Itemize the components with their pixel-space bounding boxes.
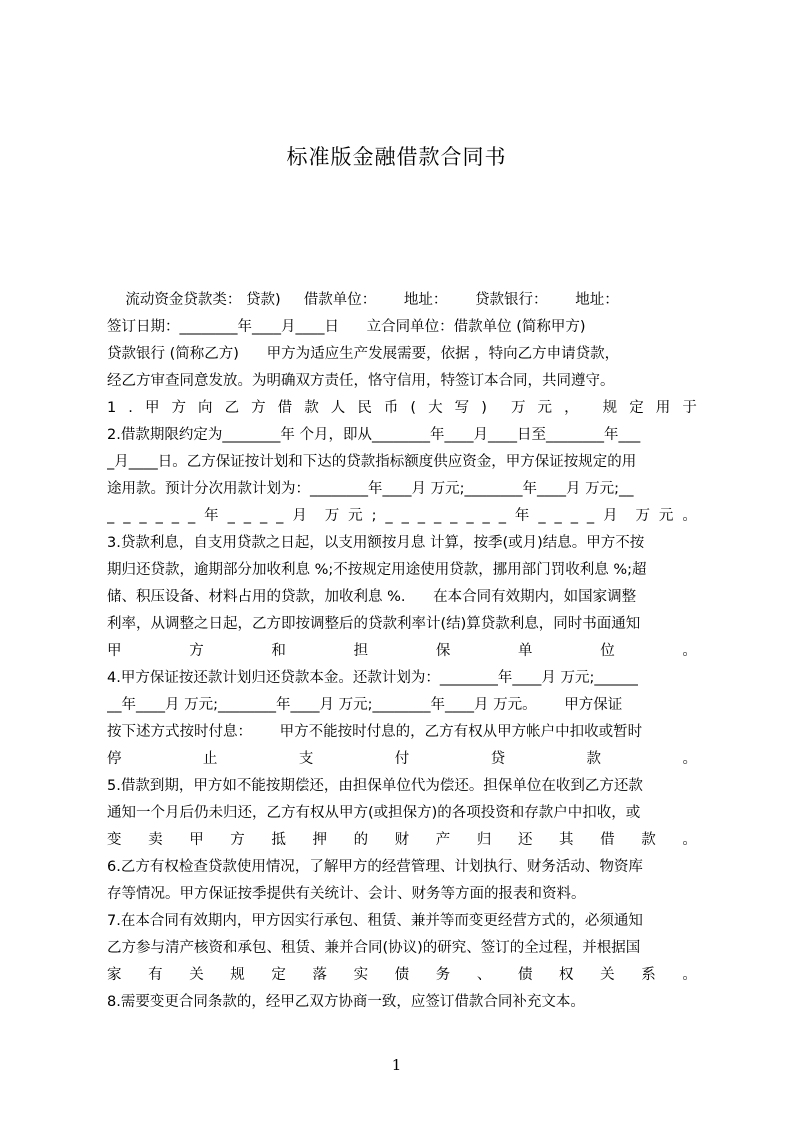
justified-token: 方 bbox=[171, 400, 186, 416]
justified-token: 关 bbox=[600, 967, 615, 983]
justified-token: _ bbox=[466, 508, 474, 524]
justified-token: 元 bbox=[537, 400, 553, 416]
text-line: 贷款银行 (简称乙方) 甲方为适应生产发展需要，依据 ，特向乙方申请贷款， bbox=[107, 346, 620, 362]
justified-token: _ bbox=[498, 508, 506, 524]
justified-token: 借 bbox=[600, 832, 615, 848]
text-line: 2.借款期限约定为________年 个月，即从________年____月____日至________年___ bbox=[107, 427, 641, 443]
justified-token: 于 bbox=[682, 400, 697, 416]
justified-token: 落 bbox=[312, 967, 327, 983]
justified-token: 变 bbox=[107, 832, 122, 848]
justified-line bbox=[107, 964, 697, 986]
text-line: _月____日。乙方保证按计划和下达的贷款指标额度供应资金，甲方保证按规定的用 bbox=[107, 454, 637, 470]
justified-token: 止 bbox=[202, 751, 218, 767]
justified-token: 付 bbox=[394, 751, 410, 767]
justified-token: 系 bbox=[641, 967, 656, 983]
justified-token: 单 bbox=[518, 643, 533, 659]
justified-token: 写 bbox=[454, 400, 470, 416]
justified-token: 还 bbox=[517, 832, 533, 848]
text-line: 签订日期：________年____月____日 立合同单位：借款单位 (简称甲方) bbox=[107, 319, 586, 335]
justified-token: 担 bbox=[353, 643, 369, 659]
justified-token: 币 bbox=[383, 400, 399, 416]
justified-token: _ bbox=[107, 508, 115, 524]
justified-token: _ bbox=[243, 508, 251, 524]
text-line: 存等情况。甲方保证按季提供有关统计、会计、财务等方面的报表和资料。 bbox=[107, 886, 586, 902]
justified-token: 人 bbox=[330, 400, 346, 416]
justified-token: 。 bbox=[682, 643, 697, 659]
justified-token: 乙 bbox=[224, 400, 240, 416]
justified-line bbox=[107, 505, 697, 527]
justified-token: 民 bbox=[357, 400, 372, 416]
justified-token: 。 bbox=[682, 832, 697, 848]
justified-token: 年 bbox=[204, 508, 219, 524]
justified-token: 年 bbox=[514, 508, 530, 524]
justified-token: 款 bbox=[304, 400, 319, 416]
text-line: 期归还贷款，逾期部分加收利息 %;不按规定用途使用贷款，挪用部门罚收利息 %;超 bbox=[107, 562, 647, 578]
justified-token: 甲 bbox=[189, 832, 204, 848]
justified-token: 位 bbox=[600, 643, 615, 659]
text-line: 乙方参与清产核资和承包、租赁、兼并合同(协议)的研究、签订的全过程，并根据国 bbox=[107, 940, 641, 956]
justified-token: ; bbox=[371, 508, 377, 524]
justified-token: 和 bbox=[271, 643, 286, 659]
justified-token: 方 bbox=[189, 643, 204, 659]
justified-token: 其 bbox=[559, 832, 574, 848]
justified-token: 保 bbox=[435, 643, 451, 659]
justified-token: 押 bbox=[312, 832, 327, 848]
justified-token: 借 bbox=[277, 400, 293, 416]
text-line: __年____月 万元;________年____月 万元;________年____月 万元。 甲方保证 bbox=[107, 697, 623, 713]
justified-token: _ bbox=[450, 508, 458, 524]
justified-token: 定 bbox=[629, 400, 644, 416]
justified-token: 月 bbox=[292, 508, 307, 524]
justified-token: 万 bbox=[510, 400, 526, 416]
justified-line bbox=[107, 829, 697, 851]
justified-token: 务 bbox=[435, 967, 451, 983]
text-line: 利率，从调整之日起，乙方即按调整后的贷款利率计(结)算贷款利息，同时书面通知 bbox=[107, 616, 641, 632]
justified-token: _ bbox=[417, 508, 426, 524]
justified-token: 月 bbox=[603, 508, 618, 524]
justified-token: _ bbox=[187, 508, 196, 524]
justified-token: 、 bbox=[476, 967, 492, 983]
text-line: 经乙方审查同意发放。为明确双方责任，恪守信用，特签订本合同，共同遵守。 bbox=[107, 373, 615, 389]
justified-token: _ bbox=[538, 508, 546, 524]
justified-token: 规 bbox=[602, 400, 618, 416]
justified-token: 定 bbox=[271, 967, 286, 983]
justified-token: 停 bbox=[107, 751, 122, 767]
justified-token: 抵 bbox=[271, 832, 286, 848]
document-title: 标准版金融借款合同书 bbox=[286, 145, 507, 169]
justified-line bbox=[107, 748, 697, 770]
justified-token: 规 bbox=[230, 967, 245, 983]
justified-token: 的 bbox=[353, 832, 369, 848]
justified-token: 用 bbox=[655, 400, 671, 416]
justified-token: 甲 bbox=[144, 400, 160, 416]
justified-token: _ bbox=[482, 508, 490, 524]
justified-token: 财 bbox=[394, 832, 410, 848]
justified-token: _ bbox=[276, 508, 284, 524]
justified-token: 产 bbox=[435, 832, 451, 848]
justified-token: _ bbox=[570, 508, 578, 524]
justified-token: _ bbox=[586, 508, 595, 524]
justified-token: _ bbox=[385, 508, 393, 524]
justified-token: _ bbox=[433, 508, 442, 524]
justified-line bbox=[107, 640, 697, 662]
justified-token: 卖 bbox=[148, 832, 163, 848]
justified-token: 1 bbox=[107, 400, 117, 416]
justified-token: 权 bbox=[559, 967, 574, 983]
justified-token: _ bbox=[139, 508, 147, 524]
text-line: 按下述方式按时付息： 甲方不能按时付息的，乙方有权从甲方帐户中扣收或暂时 bbox=[107, 724, 643, 740]
justified-token: 。 bbox=[682, 508, 697, 524]
justified-token: _ bbox=[554, 508, 562, 524]
justified-token: 款 bbox=[641, 832, 656, 848]
justified-token: _ bbox=[123, 508, 131, 524]
justified-token: ， bbox=[564, 400, 579, 416]
justified-token: 归 bbox=[476, 832, 492, 848]
justified-token: 。 bbox=[682, 751, 697, 767]
justified-token: ( bbox=[410, 400, 417, 416]
text-line: 3.贷款利息，自支用贷款之日起，以支用额按月息 计算，按季(或月)结息。甲方不按 bbox=[107, 535, 645, 551]
justified-token: _ bbox=[155, 508, 163, 524]
justified-token: 元 bbox=[658, 508, 674, 524]
text-line: 流动资金贷款类： 贷款) 借款单位： 地址： 贷款银行： 地址： bbox=[107, 292, 619, 308]
text-line: 7.在本合同有效期内，甲方因实行承包、租赁、兼并等而变更经营方式的，必须通知 bbox=[107, 913, 643, 929]
justified-token: _ bbox=[259, 508, 268, 524]
justified-token: 实 bbox=[353, 967, 369, 983]
justified-token: 支 bbox=[298, 751, 314, 767]
justified-token: 甲 bbox=[107, 643, 122, 659]
justified-token: 债 bbox=[394, 967, 410, 983]
text-line: 5.借款到期，甲方如不能按期偿还，由担保单位代为偿还。担保单位在收到乙方还款 bbox=[107, 778, 643, 794]
justified-token: 方 bbox=[251, 400, 266, 416]
justified-token: 万 bbox=[635, 508, 650, 524]
justified-token: 方 bbox=[230, 832, 245, 848]
text-line: 途用款。预计分次用款计划为：________年____月 万元;________年____月 万元;__ bbox=[107, 481, 634, 497]
justified-token: _ bbox=[171, 508, 179, 524]
justified-token: ) bbox=[481, 400, 487, 416]
justified-token: _ bbox=[227, 508, 235, 524]
text-line: 6.乙方有权检查贷款使用情况，了解甲方的经营管理、计划执行、财务活动、物资库 bbox=[107, 859, 643, 875]
justified-token: 元 bbox=[348, 508, 363, 524]
justified-token: 万 bbox=[324, 508, 340, 524]
justified-token: 款 bbox=[586, 751, 602, 767]
justified-token: 贷 bbox=[490, 751, 506, 767]
text-line: 储、积压设备、材料占用的贷款，加收利息 %. 在本合同有效期内，如国家调整 bbox=[107, 589, 637, 605]
text-line: 8.需要变更合同条款的，经甲乙双方协商一致，应签订借款合同补充文本。 bbox=[107, 994, 585, 1010]
text-line: 通知一个月后仍未归还，乙方有权从甲方(或担保方)的各项投资和存款户中扣收，或 bbox=[107, 805, 641, 821]
justified-token: 关 bbox=[189, 967, 204, 983]
justified-token: . bbox=[128, 400, 133, 416]
page-number: 1 bbox=[391, 1056, 402, 1074]
justified-line bbox=[107, 397, 697, 419]
justified-token: _ bbox=[401, 508, 409, 524]
justified-token: 有 bbox=[148, 967, 163, 983]
justified-token: 大 bbox=[428, 400, 443, 416]
justified-token: 。 bbox=[682, 967, 697, 983]
text-line: 4.甲方保证按还款计划归还贷款本金。还款计划为：________年____月 万元;______ bbox=[107, 670, 638, 686]
justified-token: 向 bbox=[198, 400, 213, 416]
justified-token: 家 bbox=[107, 967, 122, 983]
justified-token: 债 bbox=[517, 967, 533, 983]
